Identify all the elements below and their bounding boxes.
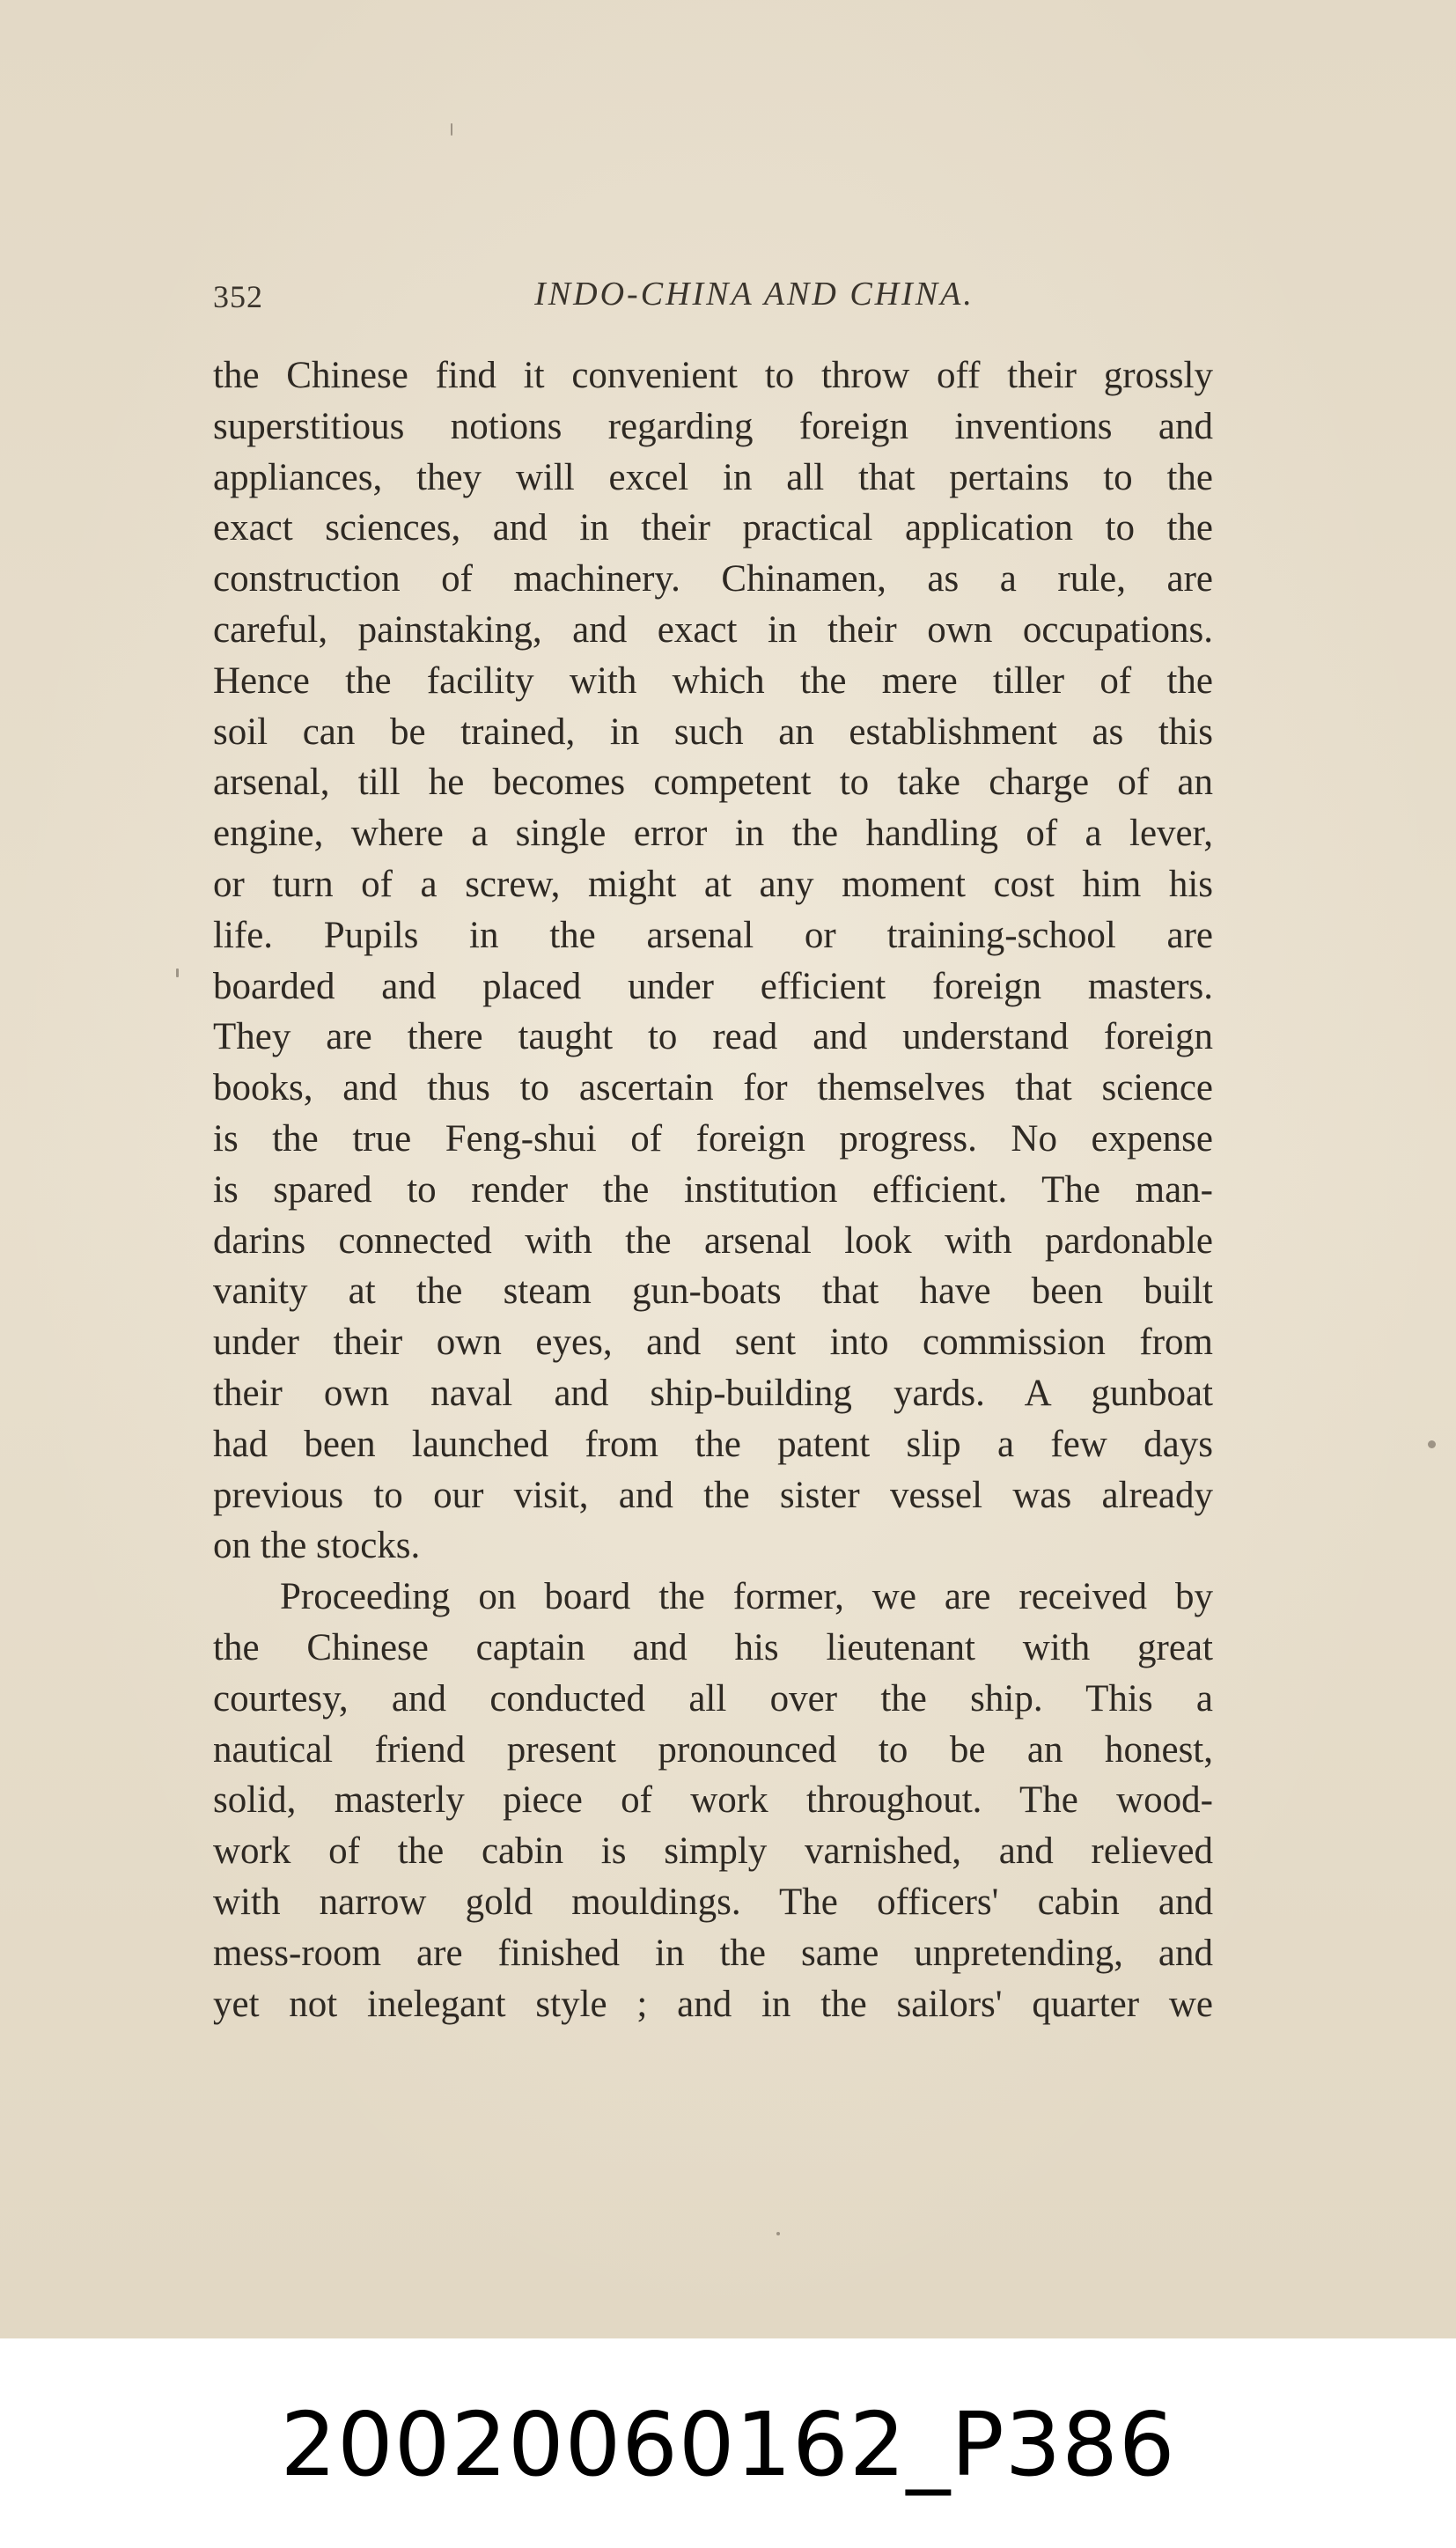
- image-identifier: 20020060162_P386: [280, 2393, 1176, 2496]
- text-line: or turn of a screw, might at any moment cost him his: [213, 863, 1213, 905]
- text-line: construction of machinery. Chinamen, as a rule, are: [213, 558, 1213, 600]
- text-line: the Chinese find it convenient to throw off their grossly: [213, 355, 1213, 396]
- text-line: superstitious notions regarding foreign inventions and: [213, 405, 1213, 447]
- text-line: engine, where a single error in the handling of a lever,: [213, 813, 1213, 855]
- text-line: boarded and placed under efficient foreign masters.: [213, 965, 1213, 1007]
- paragraph-2: [213, 1572, 1213, 2029]
- text-line: vanity at the steam gun-boats that have been built: [213, 1270, 1213, 1313]
- text-line: Hence the facility with which the mere tiller of the: [213, 659, 1213, 702]
- text-line: is spared to render the institution efficient. The man-: [213, 1168, 1213, 1211]
- text-line: with narrow gold mouldings. The officers' cabin and: [213, 1881, 1213, 1923]
- text-line: solid, masterly piece of work throughout. The wood-: [213, 1779, 1213, 1822]
- text-line: work of the cabin is simply varnished, and relieved: [213, 1830, 1213, 1873]
- body-text: [213, 350, 1213, 2029]
- text-line: nautical friend present pronounced to be an honest,: [213, 1728, 1213, 1771]
- text-line: arsenal, till he becomes competent to take charge of an: [213, 762, 1213, 804]
- page-number: 352: [213, 279, 263, 314]
- paper-speck: [176, 968, 179, 977]
- text-line: their own naval and ship-building yards. A gunboat: [213, 1372, 1213, 1414]
- text-line: previous to our visit, and the sister vessel was already: [213, 1474, 1213, 1516]
- text-line: careful, painstaking, and exact in their own occupations.: [213, 608, 1213, 651]
- text-line: courtesy, and conducted all over the ship. This a: [213, 1677, 1213, 1720]
- text-line: life. Pupils in the arsenal or training-school are: [213, 914, 1213, 956]
- paper-speck: [776, 2232, 780, 2235]
- text-line: darins connected with the arsenal look with pardonable: [213, 1219, 1213, 1262]
- text-line: exact sciences, and in their practical application to the: [213, 507, 1213, 549]
- paper-speck: [1428, 1440, 1436, 1448]
- text-line: is the true Feng-shui of foreign progress. No expense: [213, 1117, 1213, 1160]
- text-line: yet not inelegant style ; and in the sailors' quarter we: [213, 1983, 1213, 2025]
- text-line: on the stocks.: [213, 1525, 421, 1567]
- text-line: books, and thus to ascertain for themselves that science: [213, 1067, 1213, 1109]
- paper-speck: [451, 123, 452, 136]
- text-line: Proceeding on board the former, we are received by: [280, 1576, 1213, 1618]
- text-line: the Chinese captain and his lieutenant with great: [213, 1626, 1213, 1668]
- text-line: under their own eyes, and sent into commission from: [213, 1322, 1213, 1364]
- text-line: They are there taught to read and understand foreign: [213, 1016, 1213, 1058]
- running-title: INDO-CHINA AND CHINA.: [534, 276, 974, 313]
- running-head: [213, 275, 1243, 319]
- text-line: soil can be trained, in such an establishment as this: [213, 711, 1213, 753]
- text-line: mess-room are finished in the same unpretending, and: [213, 1932, 1213, 1974]
- caption-bar: [0, 2338, 1456, 2548]
- text-line: appliances, they will excel in all that pertains to the: [213, 456, 1213, 498]
- text-line: had been launched from the patent slip a few days: [213, 1423, 1213, 1465]
- paragraph-1: [213, 350, 1213, 1572]
